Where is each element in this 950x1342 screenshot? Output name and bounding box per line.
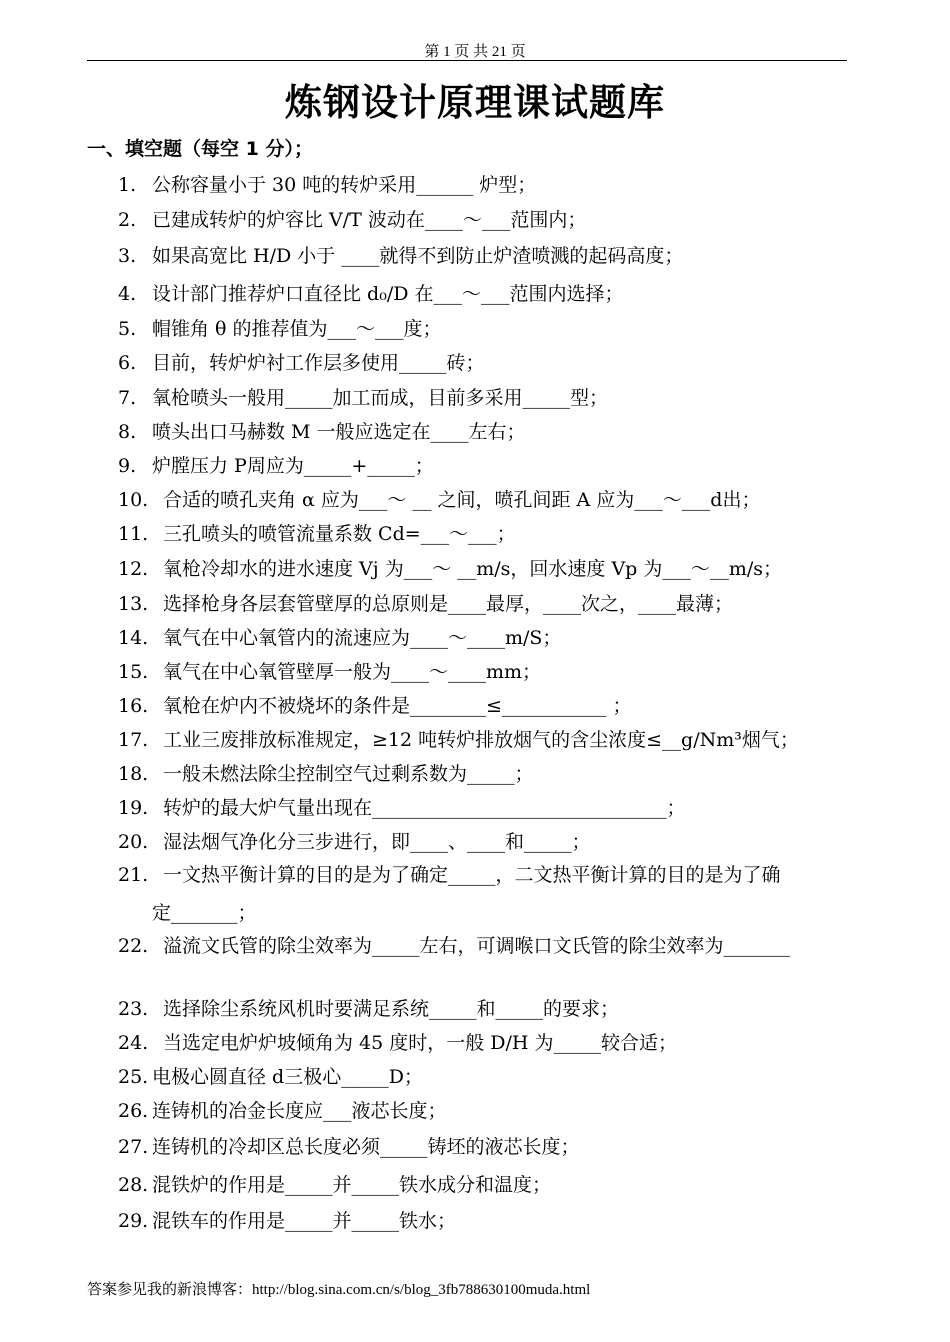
question-number: 21. [118, 864, 149, 886]
question-number: 27. [118, 1136, 149, 1158]
footer-note: 答案参见我的新浪博客：http://blog.sina.com.cn/s/blog_3fb788630100muda.html [87, 1282, 591, 1298]
section-heading: 一、填空题（每空 1 分）； [87, 138, 313, 160]
question-number: 15. [118, 661, 149, 683]
question-number: 13. [118, 593, 149, 615]
question-text-continuation: 定_______； [152, 902, 257, 924]
question-text: 氧枪冷却水的进水速度 Vj 为___～ __m/s，回水速度 Vp 为___～__m/s； [163, 558, 783, 580]
question-text: 目前，转炉炉衬工作层多使用_____砖； [152, 352, 485, 374]
question-number: 9. [118, 455, 137, 477]
question-text: 氧枪喷头一般用_____加工而成，目前多采用_____型； [152, 387, 609, 409]
question-text: 混铁车的作用是_____并_____铁水； [152, 1210, 457, 1232]
question-text: 已建成转炉的炉容比 V/T 波动在____～___范围内； [152, 209, 587, 231]
question-text: 溢流文氏管的除尘效率为_____左右，可调喉口文氏管的除尘效率为_______ [163, 935, 791, 957]
question-number: 19. [118, 797, 149, 819]
question-number: 20. [118, 831, 149, 853]
question-text: 帽锥角 θ 的推荐值为___～___度； [152, 318, 442, 340]
question-number: 18. [118, 763, 149, 785]
question-number: 24. [118, 1032, 149, 1054]
question-text: 设计部门推荐炉口直径比 d₀/D 在___～___范围内选择； [152, 283, 624, 305]
question-number: 26. [118, 1100, 149, 1122]
question-text: 氧气在中心氧管壁厚一般为____～____mm； [163, 661, 542, 683]
question-text: 炉膛压力 P周应为_____+_____； [152, 455, 434, 477]
question-text: 选择除尘系统风机时要满足系统_____和_____的要求； [163, 998, 620, 1020]
question-number: 7. [118, 387, 137, 409]
question-text: 湿法烟气净化分三步进行，即____、____和_____； [163, 831, 591, 853]
question-text: 如果高宽比 H/D 小于 ____就得不到防止炉渣喷溅的起码高度； [152, 245, 684, 267]
question-text: 连铸机的冶金长度应___液芯长度； [152, 1100, 447, 1122]
question-number: 25. [118, 1066, 149, 1088]
question-number: 3. [118, 245, 137, 267]
question-number: 5. [118, 318, 137, 340]
question-number: 12. [118, 558, 149, 580]
question-text: 转炉的最大炉气量出现在_______________________________； [163, 797, 686, 819]
document-title: 炼钢设计原理课试题库 [285, 81, 665, 124]
question-number: 10. [118, 489, 149, 511]
question-text: 连铸机的冷却区总长度必须_____铸坯的液芯长度； [152, 1136, 580, 1158]
question-text: 喷头出口马赫数 M 一般应选定在____左右； [152, 421, 526, 443]
question-number: 11. [118, 523, 149, 545]
question-number: 6. [118, 352, 137, 374]
question-text: 工业三废排放标准规定，≥12 吨转炉排放烟气的含尘浓度≤__g/Nm³烟气； [163, 729, 799, 751]
question-text: 三孔喷头的喷管流量系数 Cd=___～___； [163, 523, 516, 545]
question-text: 电极心圆直径 d三极心_____D； [152, 1066, 423, 1088]
page-header: 第 1 页 共 21 页 [424, 44, 526, 60]
question-text: 氧枪在炉内不被烧坏的条件是________≤___________ ； [163, 695, 632, 717]
question-number: 1. [118, 174, 137, 196]
question-text: 公称容量小于 30 吨的转炉采用______ 炉型； [152, 174, 537, 196]
question-number: 17. [118, 729, 149, 751]
question-number: 29. [118, 1210, 149, 1232]
question-number: 4. [118, 283, 137, 305]
question-text: 氧气在中心氧管内的流速应为____～____m/S； [163, 627, 562, 649]
question-text: 选择枪身各层套管壁厚的总原则是____最厚，____次之，____最薄； [163, 593, 734, 615]
question-text: 合适的喷孔夹角 α 应为___～ __ 之间，喷孔间距 A 应为___～___d出； [163, 489, 761, 511]
question-text: 当选定电炉炉坡倾角为 45 度时，一般 D/H 为_____较合适； [163, 1032, 678, 1054]
question-number: 23. [118, 998, 149, 1020]
header-divider [87, 60, 847, 61]
question-text: 一文热平衡计算的目的是为了确定_____，二文热平衡计算的目的是为了确 [163, 864, 781, 886]
question-number: 14. [118, 627, 149, 649]
question-number: 8. [118, 421, 137, 443]
question-number: 28. [118, 1174, 149, 1196]
question-number: 2. [118, 209, 137, 231]
question-text: 一般未燃法除尘控制空气过剩系数为_____； [163, 763, 534, 785]
question-number: 22. [118, 935, 149, 957]
question-number: 16. [118, 695, 149, 717]
question-text: 混铁炉的作用是_____并_____铁水成分和温度； [152, 1174, 552, 1196]
